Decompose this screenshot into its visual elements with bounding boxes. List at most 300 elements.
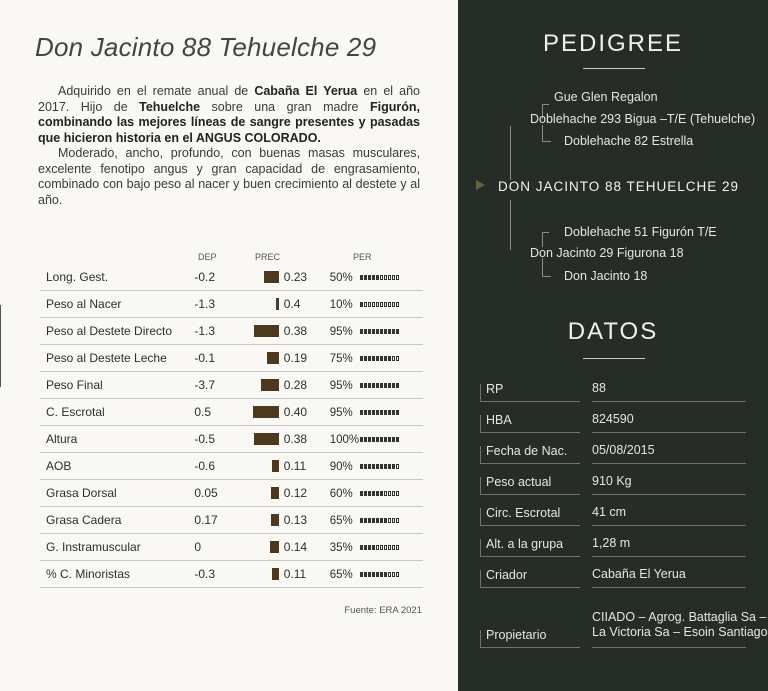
percentile-square (360, 437, 363, 442)
percentile-square (376, 329, 379, 334)
prec-bar (254, 433, 279, 445)
row-rule (480, 647, 580, 648)
prec-value: 0.28 (283, 378, 308, 392)
prec-cell (250, 372, 330, 399)
per-cell (330, 507, 423, 534)
percentile-square (372, 410, 375, 415)
percentile-square (372, 302, 375, 307)
row-rule (592, 494, 746, 495)
prec-bar (271, 514, 279, 526)
percentile-square (360, 518, 363, 523)
per-value: 50% (329, 272, 353, 284)
table-row (40, 453, 423, 480)
table-row (40, 480, 423, 507)
datos-label: Alt. a la grupa (486, 537, 564, 551)
source-note: Fuente: ERA 2021 (344, 605, 422, 616)
page-title: Don Jacinto 88 Tehuelche 29 (35, 32, 377, 62)
prec-bar (272, 460, 279, 472)
per-value: 75% (329, 353, 353, 365)
datos-row (480, 465, 746, 495)
datos-label: Fecha de Nac. (486, 444, 568, 458)
percentile-square (396, 437, 399, 442)
per-cell (330, 345, 423, 372)
percentile-square (368, 356, 371, 361)
percentile-square (376, 356, 379, 361)
prec-value: 0.38 (283, 432, 308, 446)
percentile-square (384, 410, 387, 415)
percentile-square (372, 518, 375, 523)
percentile-square (384, 491, 387, 496)
percentile-square (388, 437, 391, 442)
percentile-square (372, 545, 375, 550)
row-rule (592, 432, 746, 433)
tree-line (542, 125, 551, 142)
percentile-square (388, 329, 391, 334)
percentile-square (368, 275, 371, 280)
percentile-square (380, 302, 383, 307)
per-cell (330, 372, 423, 399)
row-rule (480, 556, 580, 557)
datos-value: CIIADO – Agrog. Battaglia Sa – La Victoria Sa – Esoin Santiago (592, 610, 768, 639)
percentile-meter (360, 324, 400, 338)
percentile-square (380, 275, 383, 280)
per-value: 65% (329, 569, 353, 581)
percentile-square (360, 329, 363, 334)
percentile-square (388, 383, 391, 388)
prec-cell (250, 561, 330, 588)
percentile-square (384, 356, 387, 361)
percentile-square (384, 545, 387, 550)
dep-value: -0.2 (194, 264, 250, 291)
datos-label: Propietario (486, 628, 547, 642)
percentile-square (392, 491, 395, 496)
prec-cell (250, 426, 330, 453)
intro-paragraph-1 (38, 84, 420, 146)
pedigree-dam-sire: Doblehache 51 Figurón T/E (564, 225, 717, 239)
prec-value: 0.4 (283, 297, 301, 311)
datos-title-rule (583, 358, 645, 359)
prec-bar (271, 487, 279, 499)
percentile-meter (360, 486, 400, 500)
percentile-square (372, 329, 375, 334)
percentile-square (372, 356, 375, 361)
row-label: AOB (40, 453, 194, 480)
percentile-square (368, 572, 371, 577)
table-row (40, 399, 423, 426)
percentile-square (380, 464, 383, 469)
percentile-square (380, 410, 383, 415)
tree-line (542, 232, 549, 247)
row-label: Peso Final (40, 372, 194, 399)
percentile-meter (360, 378, 400, 392)
row-rule (480, 477, 481, 495)
percentile-square (380, 437, 383, 442)
percentile-square (396, 545, 399, 550)
prec-value: 0.14 (283, 540, 308, 554)
prec-value: 0.12 (283, 486, 308, 500)
per-cell (330, 264, 423, 291)
percentile-square (380, 518, 383, 523)
percentile-square (364, 491, 367, 496)
percentile-meter (360, 567, 400, 581)
pedigree-sire: Doblehache 293 Bigua –T/E (Tehuelche) (530, 112, 756, 126)
prec-cell (250, 399, 330, 426)
percentile-square (384, 572, 387, 577)
percentile-meter (360, 270, 400, 284)
per-value: 35% (329, 542, 353, 554)
percentile-square (376, 302, 379, 307)
percentile-square (384, 329, 387, 334)
percentile-square (392, 572, 395, 577)
per-value: 10% (329, 299, 353, 311)
percentile-square (364, 545, 367, 550)
row-rule (592, 463, 746, 464)
table-row (40, 345, 423, 372)
percentile-square (360, 491, 363, 496)
dep-value: -0.1 (194, 345, 250, 372)
intro-text-run: en el año 2017. Hijo de (38, 84, 420, 114)
datos-row (480, 610, 768, 648)
percentile-square (392, 329, 395, 334)
table-row (40, 318, 423, 345)
percentile-square (388, 356, 391, 361)
datos-label: HBA (486, 413, 512, 427)
dep-value: 0 (194, 534, 250, 561)
percentile-square (376, 464, 379, 469)
prec-cell (250, 507, 330, 534)
percentile-square (380, 356, 383, 361)
col-header-per: PER (353, 252, 372, 262)
per-cell (330, 534, 423, 561)
percentile-square (368, 491, 371, 496)
prec-bar (276, 298, 279, 310)
pedigree-dam-dam: Don Jacinto 18 (564, 269, 648, 283)
percentile-square (396, 410, 399, 415)
row-label: Grasa Cadera (40, 507, 194, 534)
percentile-square (364, 275, 367, 280)
pedigree-dam: Don Jacinto 29 Figurona 18 (530, 246, 684, 260)
row-rule (480, 630, 481, 648)
percentile-square (368, 437, 371, 442)
tree-line (542, 258, 551, 277)
percentile-square (376, 572, 379, 577)
per-value: 100% (329, 434, 360, 446)
intro-bold-text: Cabaña El Yerua (254, 84, 358, 98)
row-label: C. Escrotal (40, 399, 194, 426)
prec-bar (261, 379, 279, 391)
per-value: 90% (329, 461, 353, 473)
percentile-square (380, 329, 383, 334)
per-cell (330, 399, 423, 426)
per-cell (330, 318, 423, 345)
percentile-square (392, 518, 395, 523)
tree-line (510, 126, 512, 180)
row-rule (480, 401, 580, 402)
percentile-square (360, 410, 363, 415)
datos-value: 824590 (592, 412, 634, 426)
row-label: Grasa Dorsal (40, 480, 194, 507)
percentile-square (380, 545, 383, 550)
pedigree-sire-sire: Gue Glen Regalon (554, 90, 658, 104)
prec-value: 0.38 (283, 324, 308, 338)
percentile-square (364, 302, 367, 307)
datos-value: 910 Kg (592, 474, 632, 488)
prec-bar (264, 271, 279, 283)
prec-bar (254, 325, 279, 337)
percentile-square (376, 491, 379, 496)
datos-label: RP (486, 382, 504, 396)
datos-value: 05/08/2015 (592, 443, 655, 457)
percentile-square (392, 302, 395, 307)
per-value: 95% (329, 380, 353, 392)
percentile-square (396, 275, 399, 280)
percentile-square (364, 329, 367, 334)
percentile-meter (360, 405, 400, 419)
row-rule (480, 539, 481, 557)
percentile-square (380, 572, 383, 577)
per-cell (330, 426, 423, 453)
prec-value: 0.19 (283, 351, 308, 365)
pedigree-sire-dam: Doblehache 82 Estrella (564, 134, 694, 148)
datos-value: 1,28 m (592, 536, 631, 550)
prec-bar (270, 541, 279, 553)
dep-value: 0.17 (194, 507, 250, 534)
prec-cell (250, 318, 330, 345)
per-cell (330, 480, 423, 507)
percentile-square (384, 437, 387, 442)
percentile-square (368, 329, 371, 334)
prec-value: 0.13 (283, 513, 308, 527)
table-row (40, 264, 423, 291)
row-rule (480, 432, 580, 433)
percentile-square (360, 302, 363, 307)
intro-paragraph-2: Moderado, ancho, profundo, con buenas masas musculares, excelente fenotipo angus y gran capacidad de engrasamiento, combinado con bajo peso al nacer y buen crecimiento al destete y al año. (38, 146, 420, 207)
percentile-square (368, 383, 371, 388)
table-row (40, 534, 423, 561)
dep-value: 0.05 (194, 480, 250, 507)
row-rule (480, 508, 481, 526)
percentile-square (388, 572, 391, 577)
row-rule (592, 525, 746, 526)
percentile-square (396, 572, 399, 577)
pedigree-title-rule (583, 68, 645, 69)
percentile-square (376, 437, 379, 442)
percentile-square (388, 302, 391, 307)
col-header-dep: DEP (198, 252, 217, 262)
intro-bold-text: Figurón, combinando las mejores líneas de sangre presentes y pasadas que hicieron historia en el ANGUS COLORADO. (38, 99, 420, 145)
percentile-square (384, 383, 387, 388)
percentile-square (392, 410, 395, 415)
datos-label: Circ. Escrotal (486, 506, 561, 520)
row-label: Long. Gest. (40, 264, 194, 291)
percentile-square (392, 383, 395, 388)
percentile-square (376, 410, 379, 415)
percentile-square (396, 356, 399, 361)
percentile-square (376, 545, 379, 550)
percentile-square (360, 545, 363, 550)
intro-text-run: Adquirido en el remate anual de (58, 84, 255, 98)
row-rule (480, 384, 481, 402)
percentile-square (372, 383, 375, 388)
percentile-meter (360, 297, 400, 311)
datos-title: DATOS (567, 318, 659, 345)
tree-line (510, 200, 512, 250)
datos-row (480, 372, 746, 402)
percentile-square (360, 572, 363, 577)
percentile-square (388, 545, 391, 550)
margin-rule (0, 305, 1, 387)
row-label: G. Instramuscular (40, 534, 194, 561)
percentile-meter (360, 540, 400, 554)
intro-text-run: sobre una gran madre (200, 99, 370, 114)
row-rule (480, 494, 580, 495)
percentile-meter (360, 459, 400, 473)
datos-label: Criador (486, 568, 527, 582)
prec-value: 0.40 (283, 405, 308, 419)
percentile-square (368, 302, 371, 307)
prec-bar (267, 352, 279, 364)
row-label: % C. Minoristas (40, 561, 194, 588)
row-rule (592, 556, 746, 557)
dep-value: -3.7 (194, 372, 250, 399)
percentile-square (396, 329, 399, 334)
prec-cell (250, 534, 330, 561)
percentile-square (364, 410, 367, 415)
percentile-square (392, 464, 395, 469)
percentile-square (380, 383, 383, 388)
percentile-square (360, 356, 363, 361)
percentile-square (372, 464, 375, 469)
datos-row (480, 403, 746, 433)
percentile-square (392, 356, 395, 361)
row-label: Peso al Destete Directo (40, 318, 194, 345)
percentile-square (384, 464, 387, 469)
percentile-square (364, 464, 367, 469)
percentile-square (384, 275, 387, 280)
table-row (40, 507, 423, 534)
per-value: 65% (329, 515, 353, 527)
percentile-square (392, 545, 395, 550)
percentile-square (380, 491, 383, 496)
percentile-square (392, 275, 395, 280)
percentile-square (396, 518, 399, 523)
prec-cell (250, 345, 330, 372)
percentile-square (396, 383, 399, 388)
percentile-square (360, 383, 363, 388)
row-rule (592, 587, 746, 588)
per-cell (330, 561, 423, 588)
percentile-square (388, 518, 391, 523)
percentile-square (360, 275, 363, 280)
percentile-square (364, 383, 367, 388)
datos-value: 41 cm (592, 505, 627, 519)
datos-row (480, 434, 746, 464)
prec-value: 0.11 (283, 459, 307, 473)
prec-bar (253, 406, 279, 418)
per-value: 60% (329, 488, 353, 500)
arrow-icon (476, 180, 485, 190)
row-rule (592, 401, 746, 402)
prec-value: 0.11 (283, 567, 307, 581)
pedigree-animal: DON JACINTO 88 TEHUELCHE 29 (498, 179, 740, 194)
row-rule (480, 463, 580, 464)
percentile-square (384, 302, 387, 307)
percentile-square (368, 464, 371, 469)
prec-cell (250, 264, 330, 291)
percentile-square (372, 572, 375, 577)
row-rule (480, 415, 481, 433)
percentile-square (368, 518, 371, 523)
percentile-square (372, 491, 375, 496)
per-cell (330, 291, 423, 318)
prec-cell (250, 291, 330, 318)
row-rule (592, 647, 746, 648)
row-rule (480, 525, 580, 526)
table-row (40, 291, 423, 318)
row-rule (480, 587, 580, 588)
intro-bold-text: Tehuelche (139, 99, 201, 114)
percentile-square (388, 410, 391, 415)
dep-value: -1.3 (194, 291, 250, 318)
prec-bar (272, 568, 279, 580)
row-label: Peso al Nacer (40, 291, 194, 318)
row-label: Altura (40, 426, 194, 453)
intro-text (38, 84, 420, 208)
percentile-square (396, 302, 399, 307)
percentile-square (368, 410, 371, 415)
dep-value: -0.5 (194, 426, 250, 453)
row-rule (480, 446, 481, 464)
percentile-square (368, 545, 371, 550)
percentile-square (396, 491, 399, 496)
per-cell (330, 453, 423, 480)
percentile-square (376, 518, 379, 523)
percentile-square (364, 518, 367, 523)
prec-value: 0.23 (283, 270, 308, 284)
datos-row (480, 558, 746, 588)
row-label: Peso al Destete Leche (40, 345, 194, 372)
per-value: 95% (329, 407, 353, 419)
table-row (40, 372, 423, 399)
row-rule (480, 570, 481, 588)
percentile-square (376, 383, 379, 388)
percentile-square (388, 275, 391, 280)
prec-cell (250, 453, 330, 480)
datos-row (480, 496, 746, 526)
datos-label: Peso actual (486, 475, 552, 489)
percentile-square (392, 437, 395, 442)
dep-value: -0.3 (194, 561, 250, 588)
dep-value: -1.3 (194, 318, 250, 345)
percentile-meter (360, 351, 400, 365)
percentile-square (396, 464, 399, 469)
datos-value: Cabaña El Yerua (592, 567, 686, 581)
dep-table (40, 264, 423, 588)
percentile-square (372, 437, 375, 442)
table-row (40, 426, 423, 453)
percentile-square (384, 518, 387, 523)
datos-row (480, 527, 746, 557)
pedigree-title: PEDIGREE (542, 30, 684, 57)
percentile-square (372, 275, 375, 280)
percentile-square (364, 356, 367, 361)
col-header-prec: PREC (255, 252, 281, 262)
percentile-square (388, 464, 391, 469)
percentile-square (364, 572, 367, 577)
percentile-square (360, 464, 363, 469)
percentile-meter (360, 432, 400, 446)
percentile-meter (360, 513, 400, 527)
